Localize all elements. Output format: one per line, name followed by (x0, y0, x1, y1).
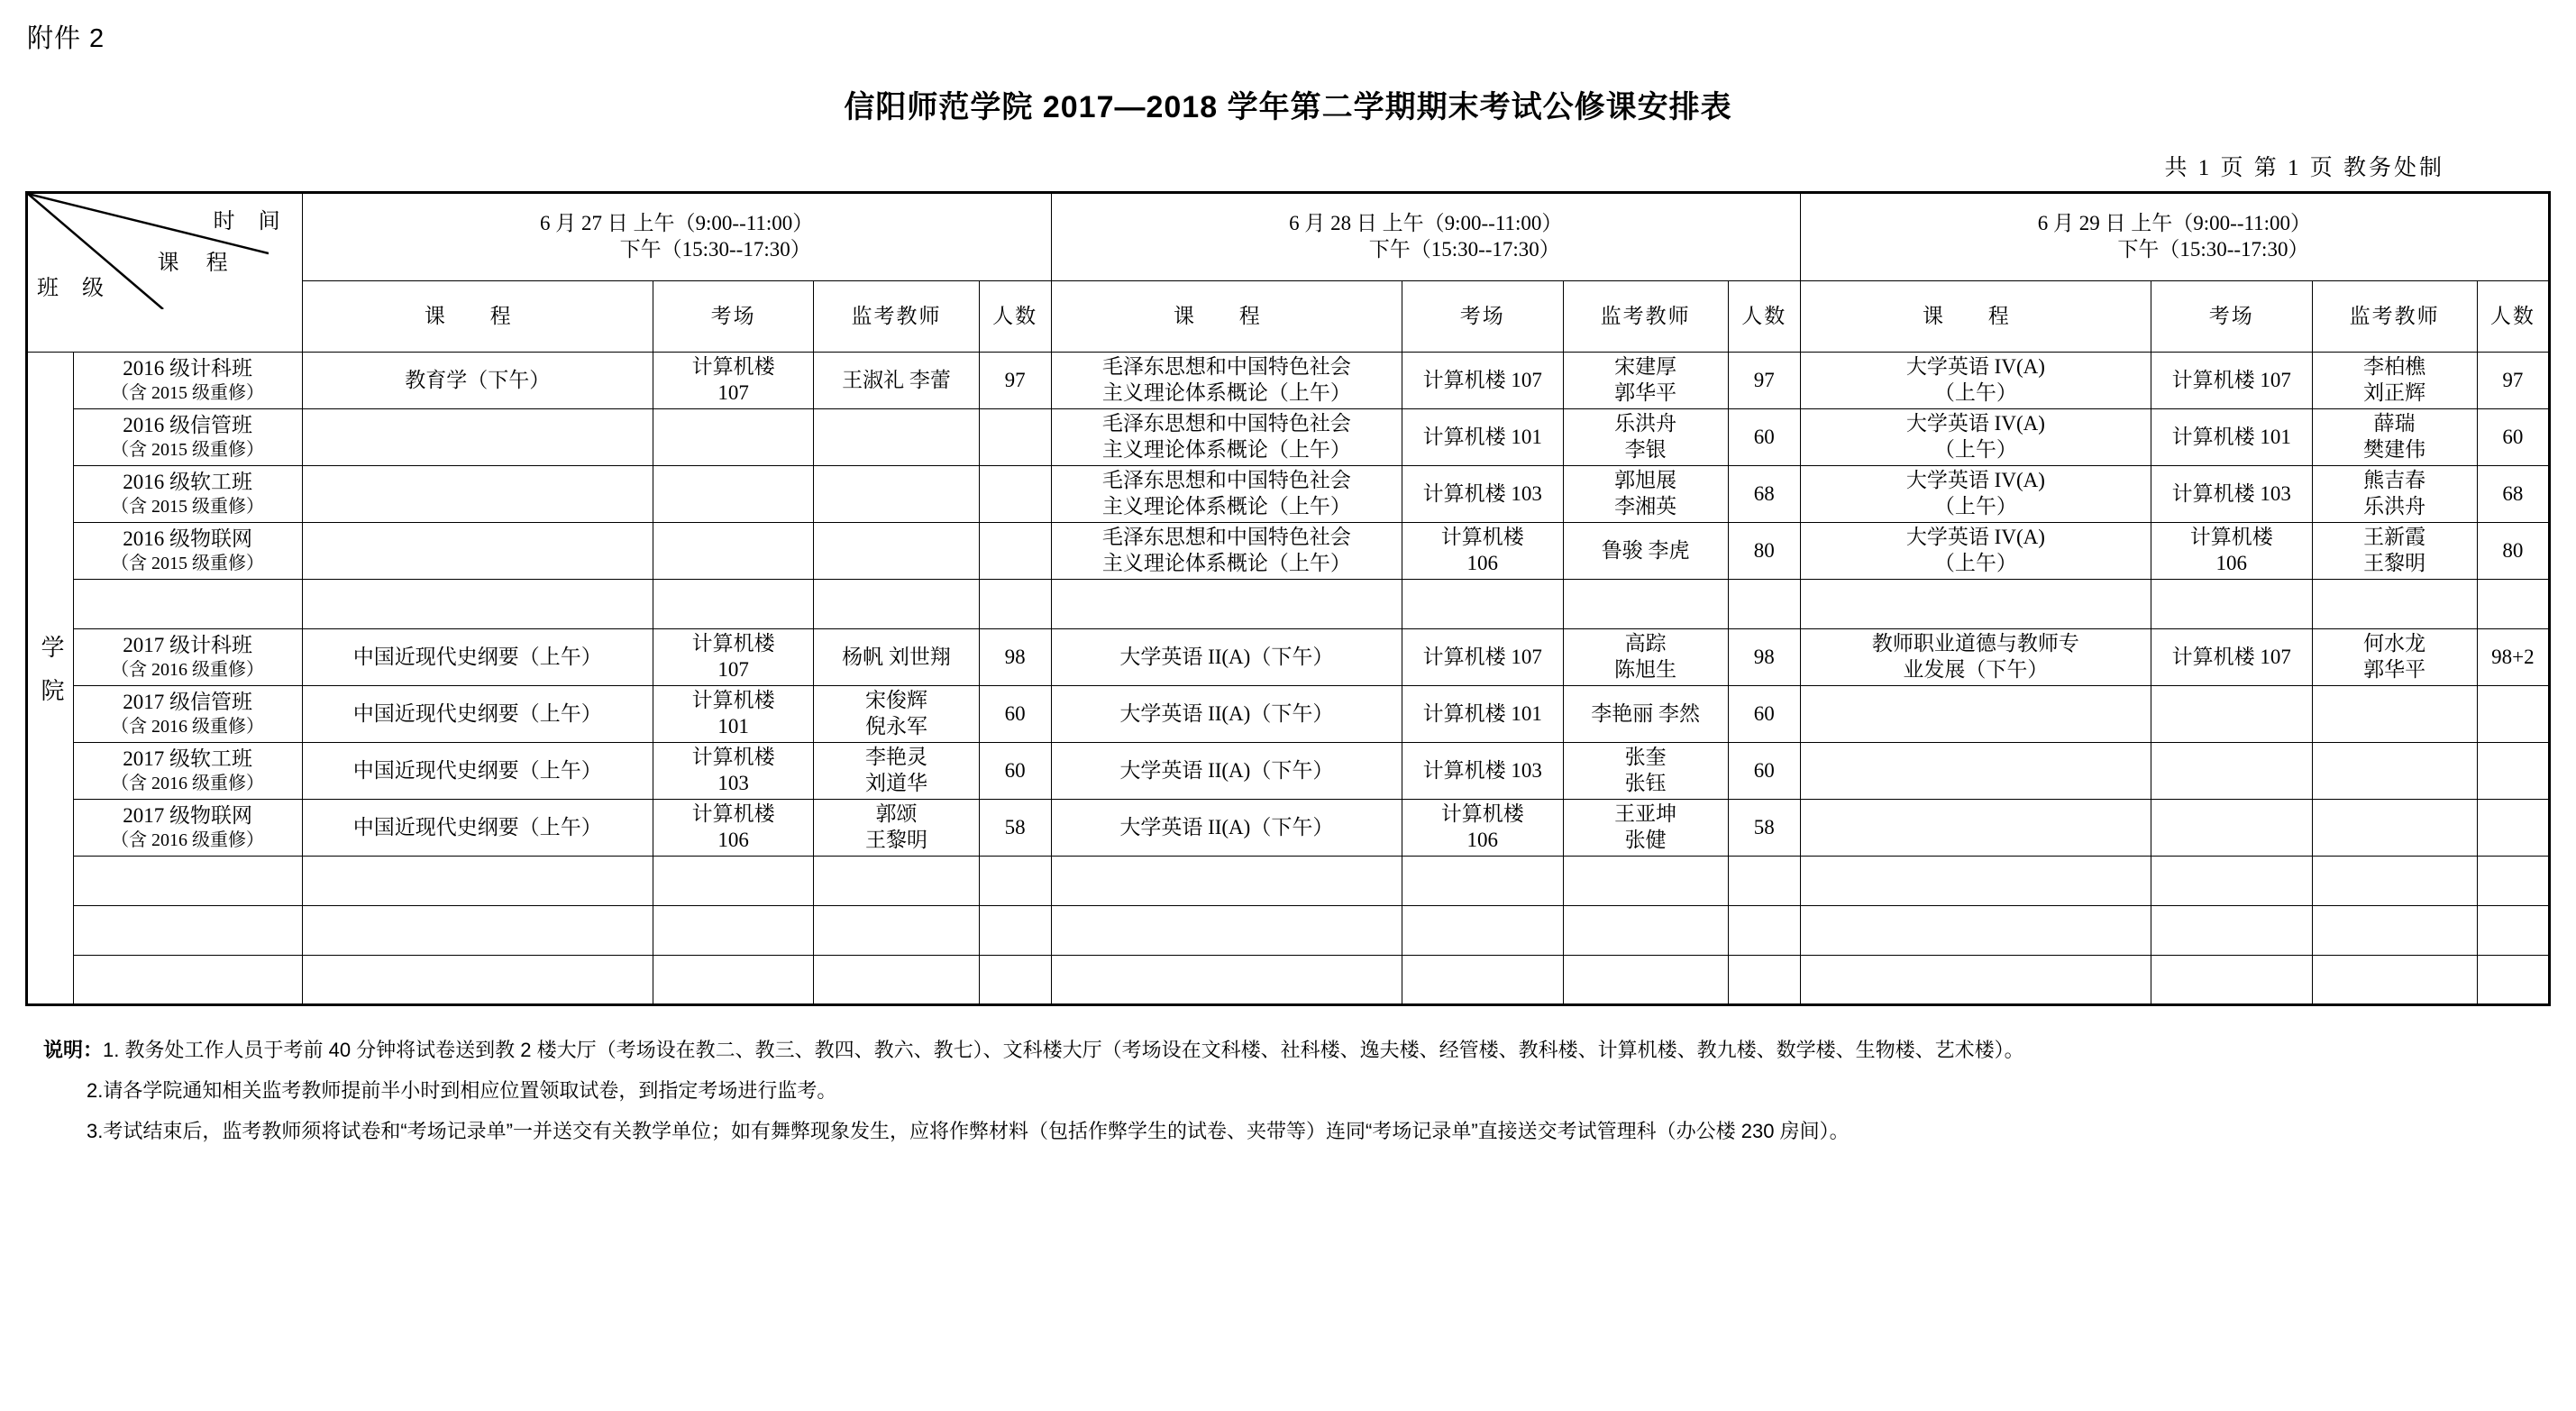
class-name-main: 2017 级计科班 (123, 634, 252, 657)
table-row (27, 409, 2550, 466)
room-cell (1402, 580, 1563, 629)
room-cell: 计算机楼 107 (653, 353, 814, 409)
table-row (27, 686, 2550, 743)
count-cell (1728, 906, 1800, 956)
course-cell: 大学英语 II(A)（下午） (1051, 686, 1402, 743)
count-cell: 97 (1728, 353, 1800, 409)
room-cell: 计算机楼 107 (2151, 629, 2313, 686)
course-cell: 毛泽东思想和中国特色社会 主义理论体系概论（上午） (1051, 466, 1402, 523)
teacher-cell: 何水龙 郭华平 (2312, 629, 2477, 686)
class-name-sub: （含 2016 级重修） (111, 716, 265, 737)
exam-schedule-table (25, 191, 2551, 1006)
col-header-count-d3: 人数 (2477, 281, 2549, 353)
teacher-cell: 宋俊辉 倪永军 (814, 686, 979, 743)
count-cell: 60 (1728, 686, 1800, 743)
course-cell (1051, 857, 1402, 906)
class-name-cell (73, 686, 302, 743)
room-cell: 计算机楼 101 (653, 686, 814, 743)
count-cell (979, 580, 1051, 629)
teacher-cell: 郭旭展 李湘英 (1563, 466, 1728, 523)
room-cell: 计算机楼 107 (653, 629, 814, 686)
day-header-1 (302, 193, 1051, 281)
count-cell (2477, 686, 2549, 743)
day-header-2-line2: 下午（15:30--17:30） (1368, 238, 1560, 261)
table-row (27, 580, 2550, 629)
count-cell (979, 857, 1051, 906)
class-name-cell (73, 523, 302, 580)
count-cell: 58 (979, 800, 1051, 857)
teacher-cell: 高踪 陈旭生 (1563, 629, 1728, 686)
room-cell: 计算机楼 106 (1402, 523, 1563, 580)
day-header-1-line2: 下午（15:30--17:30） (619, 238, 811, 261)
teacher-cell (814, 466, 979, 523)
room-cell (2151, 906, 2313, 956)
course-cell: 毛泽东思想和中国特色社会 主义理论体系概论（上午） (1051, 523, 1402, 580)
class-name-cell (73, 743, 302, 800)
table-row (27, 857, 2550, 906)
col-header-room-d2: 考场 (1402, 281, 1563, 353)
table-row (27, 466, 2550, 523)
count-cell (1728, 857, 1800, 906)
course-cell (302, 906, 653, 956)
corner-class-label: 班 级 (37, 277, 113, 300)
class-name-cell (73, 956, 302, 1005)
teacher-cell (2312, 686, 2477, 743)
teacher-cell (2312, 743, 2477, 800)
room-cell (653, 466, 814, 523)
count-cell (979, 409, 1051, 466)
room-cell: 计算机楼 103 (1402, 466, 1563, 523)
class-name-cell (73, 906, 302, 956)
teacher-cell: 郭颂 王黎明 (814, 800, 979, 857)
teacher-cell: 鲁骏 李虎 (1563, 523, 1728, 580)
course-cell (302, 857, 653, 906)
room-cell (1402, 906, 1563, 956)
count-cell: 58 (1728, 800, 1800, 857)
col-header-count-d1: 人数 (979, 281, 1051, 353)
count-cell: 60 (2477, 409, 2549, 466)
count-cell: 98+2 (2477, 629, 2549, 686)
course-cell (1800, 800, 2151, 857)
day-header-2 (1051, 193, 1800, 281)
teacher-cell (814, 580, 979, 629)
teacher-cell: 宋建厚 郭华平 (1563, 353, 1728, 409)
col-header-teacher-d2: 监考教师 (1563, 281, 1728, 353)
room-cell: 计算机楼 107 (1402, 629, 1563, 686)
room-cell: 计算机楼 103 (2151, 466, 2313, 523)
count-cell (979, 466, 1051, 523)
class-name-cell (73, 409, 302, 466)
college-vertical-label (27, 353, 74, 1005)
col-header-room-d1: 考场 (653, 281, 814, 353)
course-cell: 中国近现代史纲要（上午） (302, 743, 653, 800)
room-cell (2151, 857, 2313, 906)
teacher-cell: 李艳灵 刘道华 (814, 743, 979, 800)
class-name-main: 2016 级计科班 (123, 357, 252, 380)
teacher-cell (814, 956, 979, 1005)
course-cell (302, 523, 653, 580)
course-cell (1051, 906, 1402, 956)
header-row-columns (27, 281, 2550, 353)
teacher-cell: 张奎 张钰 (1563, 743, 1728, 800)
page-title: 信阳师范学院 2017—2018 学年第二学期期末考试公修课安排表 (844, 90, 1732, 124)
room-cell (2151, 800, 2313, 857)
room-cell: 计算机楼 101 (2151, 409, 2313, 466)
teacher-cell (814, 409, 979, 466)
count-cell: 97 (979, 353, 1051, 409)
day-header-3 (1800, 193, 2549, 281)
count-cell: 97 (2477, 353, 2549, 409)
room-cell (653, 580, 814, 629)
course-cell: 毛泽东思想和中国特色社会 主义理论体系概论（上午） (1051, 353, 1402, 409)
room-cell: 计算机楼 103 (1402, 743, 1563, 800)
teacher-cell: 李柏樵 刘正辉 (2312, 353, 2477, 409)
col-header-room-d3: 考场 (2151, 281, 2313, 353)
class-name-sub: （含 2015 级重修） (111, 439, 265, 460)
course-cell: 大学英语 IV(A) （上午） (1800, 353, 2151, 409)
note-line-2: 2.请各学院通知相关监考教师提前半小时到相应位置领取试卷，到指定考场进行监考。 (87, 1079, 837, 1103)
notes-section (25, 1030, 2551, 1151)
corner-time-label: 时 间 (213, 210, 289, 234)
teacher-cell (2312, 580, 2477, 629)
class-name-main: 2016 级软工班 (123, 471, 252, 494)
room-cell: 计算机楼 106 (1402, 800, 1563, 857)
teacher-cell (814, 523, 979, 580)
table-body (27, 353, 2550, 1005)
count-cell (2477, 956, 2549, 1005)
room-cell (2151, 686, 2313, 743)
room-cell (1402, 857, 1563, 906)
class-name-cell (73, 353, 302, 409)
count-cell: 68 (1728, 466, 1800, 523)
count-cell (2477, 743, 2549, 800)
room-cell: 计算机楼 101 (1402, 409, 1563, 466)
count-cell (979, 956, 1051, 1005)
count-cell (1728, 580, 1800, 629)
notes-heading: 说明： (43, 1039, 104, 1061)
course-cell: 中国近现代史纲要（上午） (302, 686, 653, 743)
room-cell (2151, 743, 2313, 800)
teacher-cell (2312, 857, 2477, 906)
teacher-cell: 王淑礼 李蕾 (814, 353, 979, 409)
room-cell: 计算机楼 101 (1402, 686, 1563, 743)
room-cell: 计算机楼 107 (1402, 353, 1563, 409)
course-cell: 中国近现代史纲要（上午） (302, 800, 653, 857)
course-cell: 大学英语 II(A)（下午） (1051, 800, 1402, 857)
course-cell: 毛泽东思想和中国特色社会 主义理论体系概论（上午） (1051, 409, 1402, 466)
teacher-cell (2312, 906, 2477, 956)
class-name-main: 2017 级物联网 (123, 804, 252, 828)
note-1-text: 1. 教务处工作人员于考前 40 分钟将试卷送到教 2 楼大厅（考场设在教二、教三、教四、教六、教七）、文科楼大厅（考场设在文科楼、社科楼、逸夫楼、经管楼、教科楼、计算机楼、教九楼、数学楼、生物楼、艺术楼）。 (103, 1039, 2024, 1061)
course-cell (302, 580, 653, 629)
table-row (27, 956, 2550, 1005)
teacher-cell: 熊吉春 乐洪舟 (2312, 466, 2477, 523)
course-cell: 大学英语 II(A)（下午） (1051, 629, 1402, 686)
room-cell (653, 523, 814, 580)
room-cell: 计算机楼 106 (653, 800, 814, 857)
class-name-cell (73, 580, 302, 629)
corner-course-label: 课 程 (157, 252, 239, 275)
college-vertical-label-text: 学院 (38, 635, 64, 721)
teacher-cell (814, 906, 979, 956)
course-cell: 中国近现代史纲要（上午） (302, 629, 653, 686)
class-name-sub: （含 2016 级重修） (111, 773, 265, 793)
teacher-cell: 乐洪舟 李银 (1563, 409, 1728, 466)
count-cell (2477, 906, 2549, 956)
teacher-cell (814, 857, 979, 906)
col-header-course-d3: 课 程 (1800, 281, 2151, 353)
room-cell: 计算机楼 103 (653, 743, 814, 800)
course-cell: 教育学（下午） (302, 353, 653, 409)
course-cell (1800, 906, 2151, 956)
col-header-course-d2: 课 程 (1051, 281, 1402, 353)
class-name-cell (73, 800, 302, 857)
course-cell: 大学英语 IV(A) （上午） (1800, 523, 2151, 580)
count-cell: 98 (1728, 629, 1800, 686)
table-head (27, 193, 2550, 353)
day-header-3-line2: 下午（15:30--17:30） (2117, 238, 2309, 261)
room-cell (2151, 956, 2313, 1005)
class-name-main: 2017 级信管班 (123, 691, 252, 714)
table-row (27, 743, 2550, 800)
teacher-cell (1563, 906, 1728, 956)
teacher-cell (1563, 956, 1728, 1005)
class-name-sub: （含 2015 级重修） (111, 382, 265, 403)
note-line-3: 3.考试结束后，监考教师须将试卷和“考场记录单”一并送交有关教学单位；如有舞弊现象发生，应将作弊材料（包括作弊学生的试卷、夹带等）连同“考场记录单”直接送交考试管理科（办公楼 230 房间）。 (87, 1120, 1850, 1143)
count-cell: 60 (1728, 409, 1800, 466)
course-cell (302, 466, 653, 523)
count-cell (2477, 580, 2549, 629)
count-cell (2477, 800, 2549, 857)
header-row-days (27, 193, 2550, 281)
count-cell: 60 (1728, 743, 1800, 800)
count-cell: 60 (979, 743, 1051, 800)
day-header-1-line1: 6 月 27 日 上午（9:00--11:00） (540, 212, 814, 235)
day-header-2-line1: 6 月 28 日 上午（9:00--11:00） (1289, 212, 1563, 235)
course-cell: 教师职业道德与教师专 业发展（下午） (1800, 629, 2151, 686)
course-cell (302, 409, 653, 466)
room-cell (1402, 956, 1563, 1005)
table-row (27, 523, 2550, 580)
class-name-sub: （含 2016 级重修） (111, 829, 265, 850)
course-cell (1051, 580, 1402, 629)
course-cell (1800, 686, 2151, 743)
room-cell (2151, 580, 2313, 629)
room-cell (653, 906, 814, 956)
class-name-sub: （含 2015 级重修） (111, 553, 265, 573)
teacher-cell: 王亚坤 张健 (1563, 800, 1728, 857)
teacher-cell (2312, 800, 2477, 857)
note-line-1 (25, 1030, 2551, 1070)
teacher-cell: 王新霞 王黎明 (2312, 523, 2477, 580)
course-cell (1800, 580, 2151, 629)
teacher-cell (1563, 857, 1728, 906)
class-name-sub: （含 2016 级重修） (111, 659, 265, 680)
corner-header-cell (27, 193, 303, 353)
col-header-teacher-d1: 监考教师 (814, 281, 979, 353)
teacher-cell: 杨帆 刘世翔 (814, 629, 979, 686)
room-cell: 计算机楼 107 (2151, 353, 2313, 409)
course-cell (1800, 743, 2151, 800)
teacher-cell: 李艳丽 李然 (1563, 686, 1728, 743)
room-cell: 计算机楼 106 (2151, 523, 2313, 580)
count-cell: 80 (2477, 523, 2549, 580)
class-name-cell (73, 466, 302, 523)
attachment-label: 附件 2 (27, 24, 105, 53)
teacher-cell: 薛瑞 樊建伟 (2312, 409, 2477, 466)
course-cell: 大学英语 IV(A) （上午） (1800, 409, 2151, 466)
count-cell: 60 (979, 686, 1051, 743)
col-header-course-d1: 课 程 (302, 281, 653, 353)
room-cell (653, 857, 814, 906)
col-header-teacher-d3: 监考教师 (2312, 281, 2477, 353)
count-cell (979, 523, 1051, 580)
col-header-count-d2: 人数 (1728, 281, 1800, 353)
table-row (27, 353, 2550, 409)
course-cell (302, 956, 653, 1005)
class-name-main: 2016 级物联网 (123, 527, 252, 551)
teacher-cell (2312, 956, 2477, 1005)
count-cell: 98 (979, 629, 1051, 686)
count-cell: 68 (2477, 466, 2549, 523)
course-cell: 大学英语 II(A)（下午） (1051, 743, 1402, 800)
day-header-3-line1: 6 月 29 日 上午（9:00--11:00） (2037, 212, 2312, 235)
table-row (27, 800, 2550, 857)
room-cell (653, 409, 814, 466)
count-cell (2477, 857, 2549, 906)
course-cell: 大学英语 IV(A) （上午） (1800, 466, 2151, 523)
room-cell (653, 956, 814, 1005)
table-row (27, 629, 2550, 686)
count-cell (979, 906, 1051, 956)
count-cell (1728, 956, 1800, 1005)
teacher-cell (1563, 580, 1728, 629)
course-cell (1051, 956, 1402, 1005)
class-name-sub: （含 2015 级重修） (111, 496, 265, 517)
class-name-cell (73, 629, 302, 686)
class-name-main: 2016 级信管班 (123, 414, 252, 437)
table-row (27, 906, 2550, 956)
class-name-cell (73, 857, 302, 906)
course-cell (1800, 857, 2151, 906)
class-name-main: 2017 级软工班 (123, 747, 252, 771)
course-cell (1800, 956, 2151, 1005)
page-meta: 共 1 页 第 1 页 教务处制 (2164, 156, 2444, 180)
count-cell: 80 (1728, 523, 1800, 580)
